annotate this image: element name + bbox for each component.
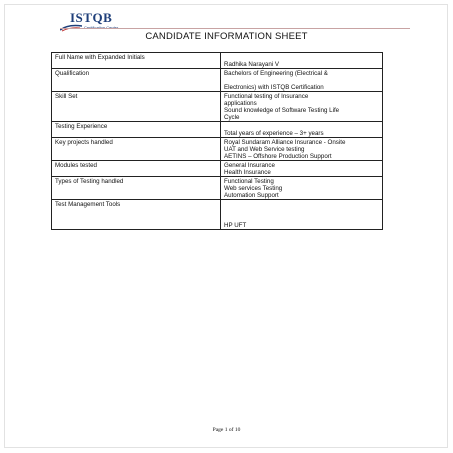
row-label (52, 122, 221, 138)
table-row (52, 53, 383, 69)
row-value-line: Sound knowledge of Software Testing Life (224, 107, 340, 114)
row-value-line: Radhika Narayani V (224, 61, 280, 68)
row-value-line: Bachelors of Engineering (Electrical & (224, 70, 328, 77)
row-value-line: Automation Support (224, 192, 279, 199)
row-label-text: Types of Testing handled (55, 178, 124, 185)
row-label (52, 69, 221, 92)
row-label-text: Modules tested (55, 162, 97, 169)
table-row (52, 200, 383, 230)
row-value-line: UAT and Web Service testing (224, 146, 305, 153)
table-row (52, 161, 383, 177)
header-rule (60, 28, 410, 29)
row-value-line (224, 201, 379, 208)
row-value-line: Cycle (224, 114, 240, 121)
row-label (52, 92, 221, 122)
row-value-line (224, 77, 379, 84)
row-value-line: AETINS – Offshore Production Support (224, 153, 332, 160)
row-value (221, 161, 383, 177)
row-value (221, 138, 383, 161)
row-label-text: Testing Experience (55, 123, 108, 130)
row-label-text: Qualification (55, 70, 90, 77)
row-value-line: Web services Testing (224, 185, 283, 192)
row-label (52, 138, 221, 161)
row-label-text: Key projects handled (55, 139, 113, 146)
row-label-text: Test Management Tools (55, 201, 121, 208)
row-value (221, 177, 383, 200)
row-value (221, 200, 383, 230)
table-row (52, 138, 383, 161)
table-row (52, 69, 383, 92)
candidate-info-table (51, 52, 383, 230)
row-value-line: General Insurance (224, 162, 275, 169)
row-label-text: Skill Set (55, 93, 78, 100)
row-value-line: Functional testing of Insurance (224, 93, 309, 100)
row-label-text: Full Name with Expanded Initials (55, 54, 145, 61)
row-value-line (224, 54, 379, 61)
row-value-line: Royal Sundaram Alliance Insurance - Onsite (224, 139, 346, 146)
logo-text: ISTQB (70, 10, 113, 25)
row-value (221, 122, 383, 138)
row-value-line: applications (224, 100, 257, 107)
row-value-line: Electronics) with ISTQB Certification (224, 84, 324, 91)
row-label (52, 53, 221, 69)
row-label (52, 200, 221, 230)
row-value-line: Total years of experience – 3+ years (224, 130, 324, 137)
table-row (52, 177, 383, 200)
row-value-line: Health Insurance (224, 169, 271, 176)
row-value-line (224, 208, 379, 215)
table-row (52, 92, 383, 122)
page-number: Page 1 of 10 (212, 427, 241, 433)
row-value-line: HP UFT (224, 222, 247, 229)
row-value (221, 69, 383, 92)
table-row (52, 122, 383, 138)
row-value (221, 53, 383, 69)
logo-subtext: Certification Center (84, 25, 119, 30)
row-value-line (224, 123, 379, 130)
row-value-line (224, 215, 379, 222)
row-value (221, 92, 383, 122)
row-value-line: Functional Testing (224, 178, 274, 185)
page-title: CANDIDATE INFORMATION SHEET (145, 31, 308, 42)
row-label (52, 177, 221, 200)
row-label (52, 161, 221, 177)
